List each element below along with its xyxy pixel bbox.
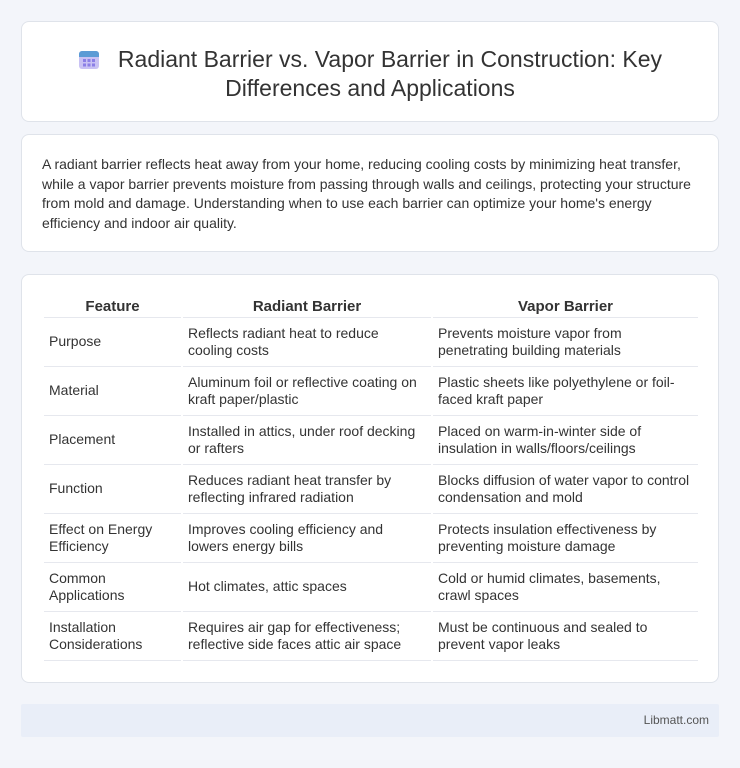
table-header-row (44, 296, 698, 318)
vapor-cell: Plastic sheets like polyethylene or foil-faced kraft paper (433, 367, 698, 416)
comparison-card (21, 274, 719, 683)
radiant-cell: Hot climates, attic spaces (183, 563, 431, 612)
table-row (44, 318, 698, 367)
radiant-cell: Reduces radiant heat transfer by reflecting infrared radiation (183, 465, 431, 514)
feature-cell: Effect on Energy Efficiency (44, 514, 181, 563)
intro-paragraph: A radiant barrier reflects heat away from your home, reducing cooling costs by minimizing heat transfer, while a vapor barrier prevents moisture from passing through walls and ceilings, protecting your structure from mold and damage. Understanding when to use each barrier can optimize your home's energy efficiency and indoor air quality. (42, 156, 691, 231)
vapor-cell: Cold or humid climates, basements, crawl spaces (433, 563, 698, 612)
page-title-wrap (22, 45, 718, 103)
header-radiant-barrier: Radiant Barrier (183, 296, 431, 318)
table-row (44, 367, 698, 416)
radiant-cell: Improves cooling efficiency and lowers energy bills (183, 514, 431, 563)
table-row (44, 465, 698, 514)
footer (21, 704, 719, 737)
vapor-cell: Must be continuous and sealed to prevent vapor leaks (433, 612, 698, 661)
vapor-cell: Prevents moisture vapor from penetrating building materials (433, 318, 698, 367)
vapor-cell: Blocks diffusion of water vapor to control condensation and mold (433, 465, 698, 514)
title-card (21, 21, 719, 122)
radiant-cell: Installed in attics, under roof decking or rafters (183, 416, 431, 465)
feature-cell: Placement (44, 416, 181, 465)
radiant-cell: Requires air gap for effectiveness; reflective side faces attic air space (183, 612, 431, 661)
feature-cell: Purpose (44, 318, 181, 367)
table-row (44, 612, 698, 661)
footer-brand: Libmatt.com (643, 713, 709, 727)
header-feature: Feature (44, 296, 181, 318)
feature-cell: Function (44, 465, 181, 514)
feature-cell: Common Applications (44, 563, 181, 612)
radiant-cell: Aluminum foil or reflective coating on kraft paper/plastic (183, 367, 431, 416)
page-title: Radiant Barrier vs. Vapor Barrier in Construction: Key Differences and Applications (117, 46, 663, 101)
intro-card (21, 134, 719, 252)
table-row (44, 563, 698, 612)
table-row (44, 514, 698, 563)
calendar-icon (78, 48, 100, 70)
table-row (44, 416, 698, 465)
vapor-cell: Placed on warm-in-winter side of insulation in walls/floors/ceilings (433, 416, 698, 465)
feature-cell: Installation Considerations (44, 612, 181, 661)
feature-cell: Material (44, 367, 181, 416)
vapor-cell: Protects insulation effectiveness by preventing moisture damage (433, 514, 698, 563)
header-vapor-barrier: Vapor Barrier (433, 296, 698, 318)
radiant-cell: Reflects radiant heat to reduce cooling costs (183, 318, 431, 367)
comparison-table (42, 296, 700, 661)
